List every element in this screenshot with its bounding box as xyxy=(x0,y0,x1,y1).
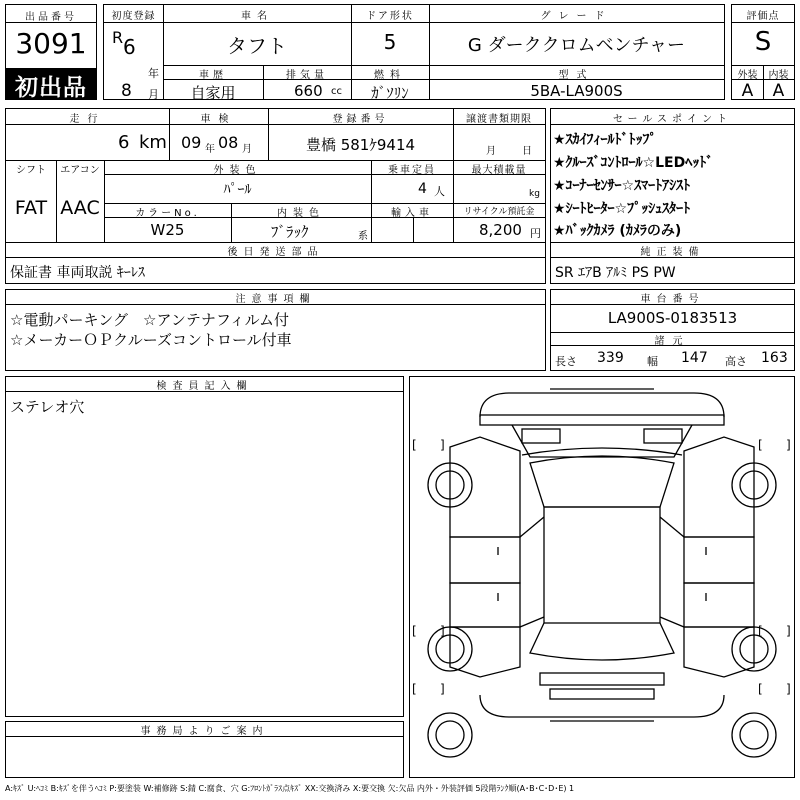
svg-text:[: [ xyxy=(412,682,417,696)
first-reg-label: 初度登録 xyxy=(111,11,156,22)
inspector-note: ステレオ穴 xyxy=(10,398,85,416)
car-name-label: 車名 xyxy=(241,11,273,22)
grade-label: グレード xyxy=(540,11,613,22)
notes-box xyxy=(5,289,546,371)
recycle-value: 8,200 xyxy=(479,221,522,239)
sales-point-5: ★ﾊﾞｯｸｶﾒﾗ (ｶﾒﾗのみ) xyxy=(553,223,682,239)
reg-number: 豊橋 581ｹ9414 xyxy=(305,136,416,154)
model-value: 5BA-LA900S xyxy=(530,82,623,100)
sales-point-3: ★ｺｰﾅｰｾﾝｻｰ☆ｽﾏｰﾄｱｼｽﾄ xyxy=(553,178,691,194)
interior-grade: A xyxy=(772,81,785,101)
interior-color-value: ﾌﾞﾗｯｸ xyxy=(271,223,309,241)
interior-label: 内装 xyxy=(768,70,789,81)
legend-text: A:ｷｽﾞ U:ﾍｺﾐ B:ｷｽﾞを伴うﾍｺﾐ P:要塗装 W:補修跡 S:錆 C:腐食、穴 G:ﾌﾛﾝﾄｶﾞﾗｽ点ｷｽﾞ XX:交換済み X:要交換 欠:欠品 内外・外装評価 5段階ﾗﾝｸ順(A･B･C･D･E) 1 xyxy=(5,784,575,793)
svg-text:[: [ xyxy=(412,624,417,638)
car-diagram-box xyxy=(409,376,795,778)
specs-label: 諸元 xyxy=(654,336,691,347)
height-label: 高さ xyxy=(725,355,747,368)
shift-label: シフト xyxy=(16,165,46,176)
transfer-label: 譲渡書類期限 xyxy=(466,114,532,125)
svg-text:[: [ xyxy=(758,682,763,696)
later-parts-value: 保証書 車両取説 ｷｰﾚｽ xyxy=(10,265,145,281)
capacity-unit: 人 xyxy=(434,185,445,198)
height-value: 163 xyxy=(761,350,788,366)
sales-point-1: ★ｽｶｲﾌｨｰﾙﾄﾞﾄｯﾌﾟ xyxy=(553,132,657,148)
exterior-label: 外装 xyxy=(737,70,758,81)
length-value: 339 xyxy=(597,350,624,366)
note-line-2: ☆メーカーＯＰクルーズコントロール付車 xyxy=(10,331,292,349)
history-value: 自家用 xyxy=(190,84,236,102)
svg-text:]: ] xyxy=(786,438,791,452)
mileage-label: 走行 xyxy=(69,114,106,125)
displacement-value: 660 xyxy=(294,82,323,100)
inspector-label: 検査員記入欄 xyxy=(156,381,253,392)
transfer-month-unit: 月 xyxy=(486,146,496,157)
ac-value: AAC xyxy=(60,197,100,219)
sales-point-4: ★ｼｰﾄﾋｰﾀｰ☆ﾌﾟｯｼｭｽﾀｰﾄ xyxy=(553,201,691,217)
fuel-value: ｶﾞｿﾘﾝ xyxy=(371,84,409,102)
capacity-label: 乗車定員 xyxy=(388,165,436,176)
office-box xyxy=(5,721,404,778)
notes-label: 注意事項欄 xyxy=(235,294,316,305)
chassis-box xyxy=(550,289,795,371)
color-value: ﾊﾟｰﾙ xyxy=(223,182,252,198)
displacement-unit: cc xyxy=(331,86,342,97)
score-value: S xyxy=(754,27,772,57)
recycle-unit: 円 xyxy=(530,227,541,240)
inspection-month: 08 xyxy=(218,133,239,152)
import-label: 輸入車 xyxy=(391,208,433,219)
color-label: 外装色 xyxy=(213,165,262,176)
first-listing-text: 初出品 xyxy=(15,75,87,101)
year-unit: 年 xyxy=(148,67,159,80)
inspection-year-unit: 年 xyxy=(205,144,215,155)
width-value: 147 xyxy=(681,350,708,366)
equipment-label: 純正装備 xyxy=(640,247,705,258)
svg-text:[: [ xyxy=(412,438,417,452)
mileage-value: 6 xyxy=(118,132,130,153)
inspector-box xyxy=(5,376,404,717)
score-label: 評価点 xyxy=(746,11,780,22)
length-label: 長さ xyxy=(555,355,577,368)
sales-points-box xyxy=(550,108,795,284)
svg-text:]: ] xyxy=(786,682,791,696)
equipment-value: SR ｴｱB ｱﾙﾐ PS PW xyxy=(555,265,676,281)
displacement-label: 排気量 xyxy=(286,70,328,81)
chassis-number: LA900S-0183513 xyxy=(607,309,738,327)
fuel-label: 燃料 xyxy=(374,70,406,81)
svg-text:[: [ xyxy=(758,438,763,452)
color-no-value: W25 xyxy=(150,221,185,239)
lot-number: 3091 xyxy=(15,27,87,60)
recycle-label: リサイクル預託金 xyxy=(463,207,535,217)
svg-text:]: ] xyxy=(440,682,445,696)
header-main xyxy=(103,4,725,100)
history-label: 車歴 xyxy=(199,70,227,81)
svg-text:]: ] xyxy=(440,438,445,452)
interior-color-suffix: 系 xyxy=(358,231,368,242)
interior-color-label: 内装色 xyxy=(277,208,325,219)
shift-value: FAT xyxy=(14,197,48,219)
model-label: 型式 xyxy=(558,70,595,81)
grade: G ダーククロムベンチャー xyxy=(467,35,686,56)
sales-point-2: ★ｸﾙｰｽﾞｺﾝﾄﾛｰﾙ☆LEDﾍｯﾄﾞ xyxy=(553,155,714,171)
sales-points-label: セールスポイント xyxy=(612,114,733,125)
score-box xyxy=(731,4,795,100)
svg-text:[: [ xyxy=(758,624,763,638)
door-count: 5 xyxy=(383,30,397,54)
svg-text:]: ] xyxy=(786,624,791,638)
reg-label: 登録番号 xyxy=(332,114,389,125)
inspection-month-unit: 月 xyxy=(242,144,252,155)
ac-label: エアコン xyxy=(60,165,100,176)
color-no-label: カラーNo. xyxy=(135,208,200,219)
later-parts-label: 後日発送部品 xyxy=(227,247,324,258)
month-unit: 月 xyxy=(148,88,159,101)
lot-label: 出品番号 xyxy=(25,12,77,23)
inspection-label: 車検 xyxy=(200,114,237,125)
transfer-day-unit: 日 xyxy=(522,146,532,157)
details-box xyxy=(5,108,546,284)
lot-box xyxy=(5,4,97,100)
era-letter: R xyxy=(112,28,124,47)
car-diagram xyxy=(410,377,794,777)
inspection-year: 09 xyxy=(181,133,202,152)
note-line-1: ☆電動パーキング ☆アンテナフィルム付 xyxy=(10,311,290,329)
car-name: タフト xyxy=(227,34,287,58)
load-unit: kg xyxy=(529,189,540,199)
capacity-value: 4 xyxy=(418,181,427,197)
width-label: 幅 xyxy=(647,355,658,368)
office-label: 事務局よりご案内 xyxy=(140,726,269,737)
chassis-label: 車台番号 xyxy=(640,294,705,305)
svg-text:]: ] xyxy=(440,624,445,638)
door-label: ドア形状 xyxy=(366,11,414,22)
load-label: 最大積載量 xyxy=(471,165,527,176)
first-reg-year: 6 xyxy=(123,35,136,59)
mileage-unit: km xyxy=(139,132,167,153)
exterior-grade: A xyxy=(741,81,754,101)
first-reg-month: 8 xyxy=(121,81,132,101)
